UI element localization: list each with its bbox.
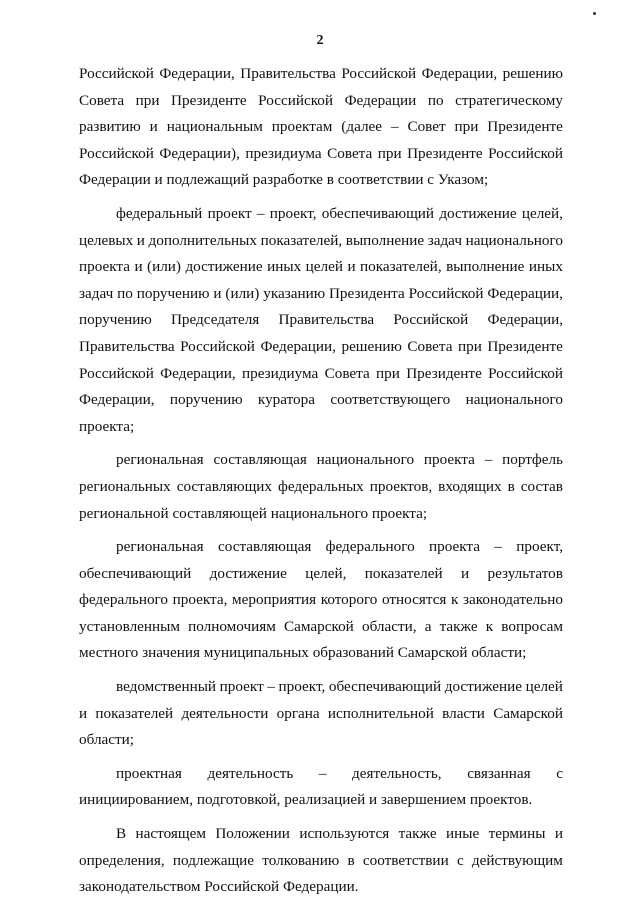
- word: в: [347, 851, 355, 869]
- word: (далее: [341, 118, 383, 136]
- word: –: [390, 118, 399, 136]
- word: власти: [442, 704, 485, 722]
- word: достижение: [209, 564, 287, 582]
- word: входящих: [438, 477, 502, 495]
- word: Российской: [180, 337, 255, 355]
- word: составляющая: [213, 451, 307, 469]
- word: национального: [465, 391, 563, 409]
- word: показателей: [95, 704, 174, 722]
- word: иные: [446, 825, 480, 843]
- word: к: [485, 617, 494, 635]
- word: проект: [207, 204, 252, 222]
- word: обеспечивающий: [328, 678, 442, 696]
- word: Президенте: [487, 118, 563, 136]
- word: целей: [305, 258, 343, 276]
- word: деятельности: [181, 704, 269, 722]
- paragraph: [79, 61, 563, 194]
- word: обеспечивающий: [79, 564, 192, 582]
- word: развитию: [79, 118, 141, 136]
- word: показателей,: [260, 231, 343, 249]
- word: иных: [528, 258, 563, 276]
- word: полномочиям: [188, 617, 276, 635]
- text-line: [79, 414, 563, 441]
- text-line: [79, 848, 563, 875]
- word: области,: [361, 617, 417, 635]
- word: Российской: [79, 65, 154, 82]
- word: в: [507, 477, 515, 495]
- word: федеральный: [116, 204, 203, 222]
- word: целей,: [305, 564, 347, 582]
- text-line: [79, 307, 563, 334]
- word: Федерации,: [421, 65, 498, 82]
- page-number: 2: [316, 33, 324, 48]
- word: Российской: [79, 144, 154, 162]
- text-line: [79, 281, 563, 308]
- word: проект,: [516, 538, 563, 556]
- word: портфель: [502, 451, 563, 469]
- paragraph: [79, 674, 563, 754]
- word: Самарской: [284, 617, 354, 635]
- text-line: [79, 474, 563, 501]
- word: –: [484, 451, 493, 469]
- word: и: [460, 564, 470, 582]
- word: и: [213, 284, 222, 302]
- word: Федерации,: [159, 65, 235, 82]
- text-line: [79, 614, 563, 641]
- word: толкованию: [262, 851, 340, 869]
- word: Российской: [393, 311, 469, 329]
- word: проекта: [79, 258, 130, 276]
- text-line: [79, 561, 563, 588]
- word: а: [424, 617, 432, 635]
- word: иных: [267, 258, 302, 276]
- word: показателей,: [360, 258, 442, 276]
- word: Президенте: [487, 337, 563, 355]
- word: составляющих: [176, 477, 273, 495]
- word: Председателя: [170, 311, 260, 329]
- word: Правительства: [278, 311, 375, 329]
- word: В: [116, 825, 127, 843]
- text-line: [79, 88, 563, 115]
- scan-speck: [593, 12, 596, 15]
- word: используются: [299, 825, 390, 843]
- word: Правительства: [79, 337, 175, 355]
- text-line: [79, 447, 563, 474]
- word: Российской: [341, 65, 417, 82]
- word: при: [135, 91, 160, 109]
- word: Совета: [407, 337, 453, 355]
- word: проект: [219, 678, 264, 696]
- word: Президента: [328, 284, 405, 302]
- word: относятся: [382, 591, 447, 609]
- word: Президенте: [407, 144, 483, 162]
- word: при: [454, 118, 479, 136]
- word: решению: [502, 65, 563, 82]
- word: также: [398, 825, 437, 843]
- word: региональных: [79, 477, 171, 495]
- word: –: [256, 204, 265, 222]
- word: при: [376, 364, 400, 382]
- word: законодательством Российской Федерации.: [79, 878, 359, 896]
- word: к: [451, 591, 459, 609]
- word: целевых: [79, 231, 134, 249]
- word: –: [494, 538, 502, 556]
- word: ведомственный: [116, 678, 217, 696]
- text-line: [79, 701, 563, 728]
- word: Федерации,: [260, 337, 336, 355]
- word: указанию: [263, 284, 326, 302]
- word: федерального: [325, 538, 415, 556]
- word: результатов: [487, 564, 563, 582]
- word: решению: [341, 337, 402, 355]
- word: области;: [79, 731, 134, 749]
- text-line: [79, 334, 563, 361]
- word: термины: [488, 825, 546, 843]
- word: достижение: [444, 678, 522, 696]
- word: Федерации,: [487, 284, 563, 302]
- word: определения,: [79, 851, 165, 869]
- text-line: [79, 534, 563, 561]
- text-line: [79, 787, 563, 814]
- word: Президенте: [171, 91, 247, 109]
- word: вопросам: [501, 617, 563, 635]
- word: целей: [525, 678, 563, 696]
- word: мероприятия: [232, 591, 317, 609]
- paragraph: [79, 761, 563, 814]
- text-line: [79, 167, 563, 194]
- text-line: [79, 254, 563, 281]
- text-line: [79, 361, 563, 388]
- word: поручению: [136, 284, 210, 302]
- word: действующим: [471, 851, 563, 869]
- word: национальным: [166, 118, 263, 136]
- word: проект,: [269, 204, 317, 222]
- word: Федерации,: [160, 364, 236, 382]
- text-line: [79, 761, 563, 788]
- word: при: [377, 144, 402, 162]
- text-line: [79, 874, 563, 901]
- paragraph: [79, 821, 563, 901]
- word: проекта: [429, 538, 480, 556]
- word: региональная: [116, 538, 204, 556]
- paragraph: [79, 534, 563, 667]
- word: подлежащие: [172, 851, 255, 869]
- text-line: [79, 387, 563, 414]
- word: обеспечивающий: [321, 204, 435, 222]
- text-line: [79, 640, 563, 667]
- word: и: [554, 825, 563, 843]
- word: поручению: [169, 391, 243, 409]
- word: и: [149, 118, 158, 136]
- word: федерального: [79, 591, 168, 609]
- word: проекта: [423, 451, 475, 469]
- word: установленным: [79, 617, 180, 635]
- word: связанная: [467, 764, 531, 782]
- word: национального: [465, 231, 563, 249]
- text-line: [79, 821, 563, 848]
- text-line: [79, 201, 563, 228]
- word: задач: [427, 231, 462, 249]
- word: органа: [276, 704, 320, 722]
- word: состав: [520, 477, 563, 495]
- word: Российской: [488, 364, 563, 382]
- word: законодательно: [463, 591, 563, 609]
- word: Федерации: [344, 91, 417, 109]
- word: федеральных: [278, 477, 364, 495]
- word: куратора: [257, 391, 315, 409]
- text-line: [79, 501, 563, 528]
- word: Самарской: [493, 704, 563, 722]
- word: Правительства: [240, 65, 336, 82]
- word: Совета: [324, 364, 370, 382]
- word: Президенте: [406, 364, 482, 382]
- word: с: [456, 851, 464, 869]
- document-body: [79, 61, 563, 901]
- word: Федерации,: [79, 391, 155, 409]
- word: также: [439, 617, 478, 635]
- word: Федерации и подлежащий разработке в соответствии с Указом;: [79, 171, 489, 189]
- word: настоящем: [135, 825, 206, 843]
- paragraph: [79, 201, 563, 440]
- word: соответствующего: [330, 391, 451, 409]
- word: исполнительной: [327, 704, 434, 722]
- word: при: [457, 337, 482, 355]
- word: Федерации,: [487, 311, 563, 329]
- word: национального: [316, 451, 415, 469]
- word: и: [136, 231, 145, 249]
- word: Совет: [407, 118, 446, 136]
- word: проекта;: [79, 417, 135, 435]
- word: выполнение: [345, 231, 425, 249]
- word: Российской: [79, 364, 154, 382]
- word: достижение: [439, 204, 517, 222]
- word: по: [117, 284, 133, 302]
- word: по: [427, 91, 444, 109]
- paragraph: [79, 447, 563, 527]
- word: целей,: [521, 204, 563, 222]
- word: деятельность: [207, 764, 294, 782]
- text-line: [79, 141, 563, 168]
- word: Совета: [327, 144, 373, 162]
- word: составляющая: [218, 538, 312, 556]
- word: региональная: [116, 451, 204, 469]
- word: Совета: [79, 91, 125, 109]
- word: местного значения муниципальных образований Самарской области;: [79, 644, 527, 662]
- word: проекта,: [172, 591, 228, 609]
- word: и: [79, 704, 88, 722]
- text-line: [79, 727, 563, 754]
- word: которого: [320, 591, 378, 609]
- word: стратегическому: [455, 91, 563, 109]
- word: проектная: [116, 764, 182, 782]
- text-line: [79, 114, 563, 141]
- word: региональной составляющей национального проекта;: [79, 504, 428, 522]
- word: с: [556, 764, 563, 782]
- word: (или): [147, 258, 181, 276]
- word: президиума: [245, 144, 322, 162]
- word: поручению: [79, 311, 152, 329]
- word: проект,: [278, 678, 326, 696]
- word: и: [134, 258, 143, 276]
- word: и: [347, 258, 356, 276]
- word: проектов,: [369, 477, 433, 495]
- word: Российской: [408, 284, 484, 302]
- word: –: [318, 764, 327, 782]
- word: проектам: [271, 118, 333, 136]
- word: деятельность,: [352, 764, 442, 782]
- word: президиума: [242, 364, 319, 382]
- word: Российской: [488, 144, 563, 162]
- text-line: [79, 61, 563, 88]
- word: достижение: [185, 258, 263, 276]
- word: Федерации),: [159, 144, 240, 162]
- word: задач: [79, 284, 114, 302]
- word: соответствии: [362, 851, 449, 869]
- word: Положении: [215, 825, 290, 843]
- word: показателей: [364, 564, 443, 582]
- word: инициированием, подготовкой, реализацией и завершением проектов.: [79, 791, 533, 809]
- word: выполнение: [446, 258, 525, 276]
- word: Российской: [258, 91, 334, 109]
- text-line: [79, 674, 563, 701]
- text-line: [79, 587, 563, 614]
- word: (или): [225, 284, 260, 302]
- text-line: [79, 228, 563, 255]
- word: –: [267, 678, 275, 696]
- word: дополнительных: [148, 231, 257, 249]
